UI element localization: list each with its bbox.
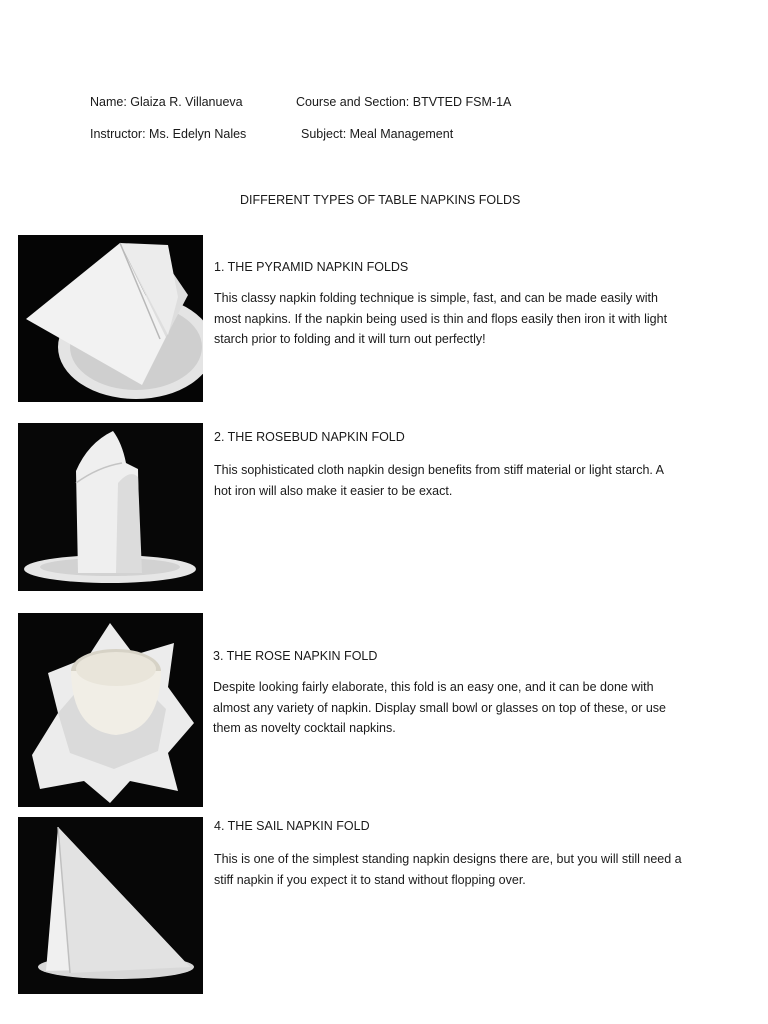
fold-description-sail: This is one of the simplest standing napkin designs there are, but you will still need a stiff napkin if you expect it to stand without flopping over.	[214, 852, 682, 887]
document-title: DIFFERENT TYPES OF TABLE NAPKINS FOLDS	[240, 193, 521, 207]
rose-napkin-photo	[18, 613, 203, 807]
fold-heading-rosebud: 2. THE ROSEBUD NAPKIN FOLD	[214, 430, 405, 444]
course-section: Course and Section: BTVTED FSM-1A	[296, 95, 512, 109]
instructor-name: Instructor: Ms. Edelyn Nales	[90, 127, 247, 141]
fold-description-rosebud: This sophisticated cloth napkin design benefits from stiff material or light starch. A hot iron will also make it easier to be exact.	[214, 463, 664, 498]
sail-napkin-photo	[18, 817, 203, 994]
fold-heading-sail: 4. THE SAIL NAPKIN FOLD	[214, 819, 370, 833]
subject: Subject: Meal Management	[301, 127, 454, 141]
fold-description-rose: Despite looking fairly elaborate, this fold is an easy one, and it can be done with almost any variety of napkin. Display small bowl or glasses on top of these, or use them as novelty cocktail napkins.	[213, 680, 666, 735]
pyramid-napkin-photo	[18, 235, 203, 402]
student-name: Name: Glaiza R. Villanueva	[90, 95, 243, 109]
fold-description-pyramid: This classy napkin folding technique is simple, fast, and can be made easily with most napkins. If the napkin being used is thin and flops easily then iron it with light starch prior to folding and it will turn out perfectly!	[214, 291, 668, 346]
rosebud-napkin-photo	[18, 423, 203, 591]
fold-heading-rose: 3. THE ROSE NAPKIN FOLD	[213, 649, 378, 663]
fold-heading-pyramid: 1. THE PYRAMID NAPKIN FOLDS	[214, 260, 409, 274]
